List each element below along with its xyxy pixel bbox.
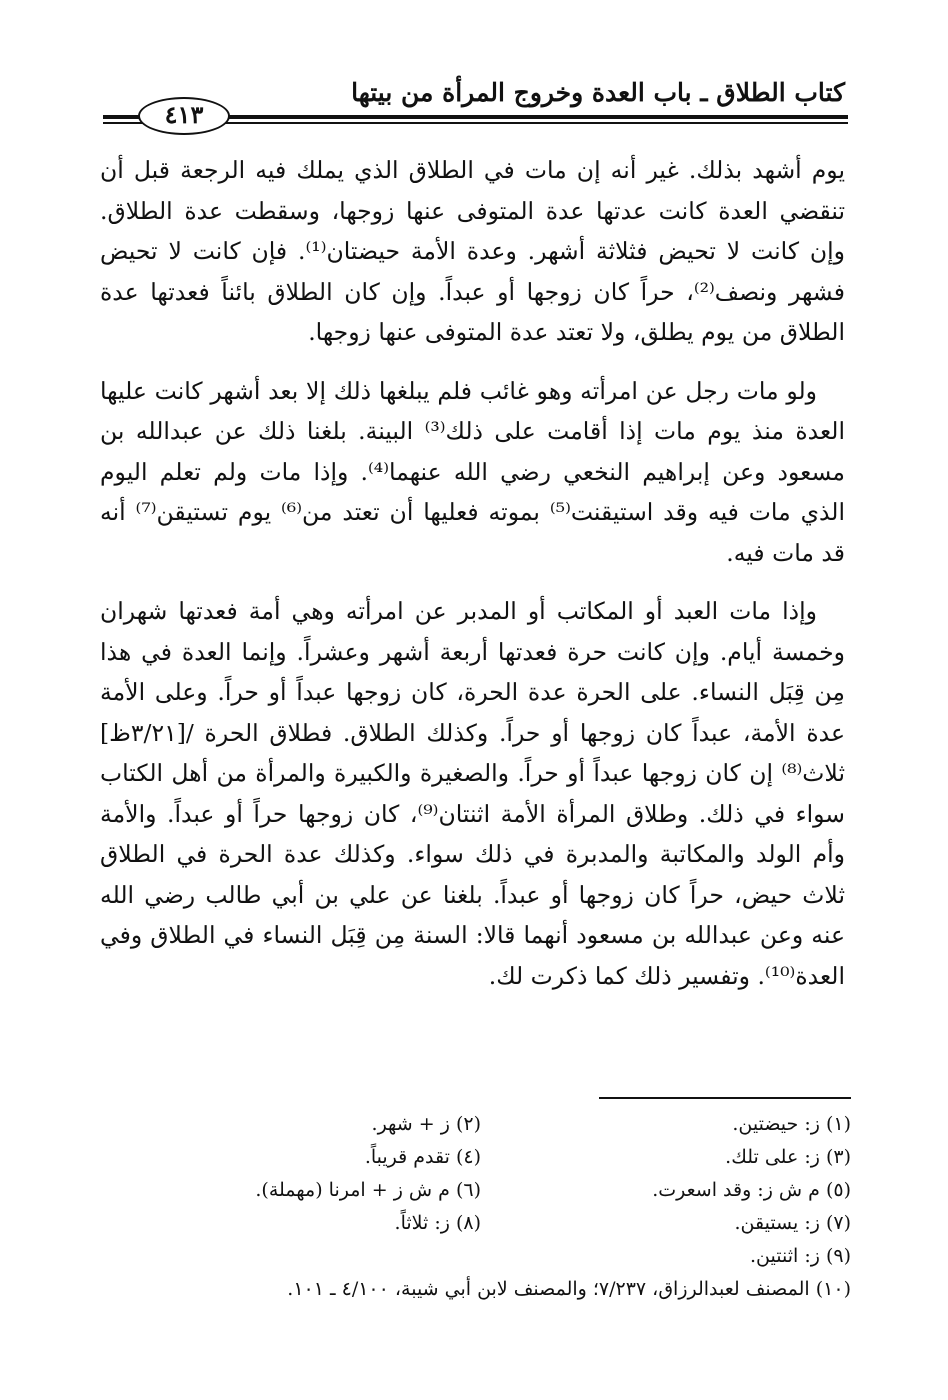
footnote-row [100, 1174, 851, 1207]
footnote-row [100, 1141, 851, 1174]
footnote-3: (٣) ز: على تلك. [725, 1146, 851, 1168]
main-text [100, 150, 845, 1014]
footnote-2: (٢) ز + شهر. [371, 1113, 481, 1135]
footnote-9: (٩) ز: اثنتين. [750, 1245, 851, 1267]
footnotes [100, 1108, 851, 1306]
footnote-row [100, 1273, 851, 1306]
footnote-4: (٤) تقدم قريباً. [364, 1146, 481, 1168]
footnote-1: (١) ز: حيضتين. [732, 1113, 851, 1135]
footnote-5: (٥) م ش ز: وقد اسعرت. [652, 1179, 851, 1201]
footnote-8: (٨) ز: ثلاثاً. [394, 1212, 481, 1234]
footnote-row [100, 1207, 851, 1240]
footnote-10: (١٠) المصنف لعبدالرزاق، ٧/٢٣٧؛ والمصنف لابن أبي شيبة، ٤/١٠٠ ـ ١٠١. [287, 1278, 851, 1300]
footnote-row [100, 1108, 851, 1141]
paragraph-1: يوم أشهد بذلك. غير أنه إن مات في الطلاق الذي يملك فيه الرجعة قبل أن تنقضي العدة كانت عدتها عدة المتوفى عنها زوجها، وسقطت عدة الطلاق. وإن كانت لا تحيض فثلاثة أشهر. وعدة الأمة حيضتان⁽¹⁾. فإن كانت لا تحيض فشهر ونصف⁽²⁾، حراً كان زوجها أو عبداً. وإن كان الطلاق بائناً فعدتها عدة الطلاق من يوم يطلق، ولا تعتد عدة المتوفى عنها زوجها. [100, 156, 845, 346]
footnote-separator [599, 1097, 851, 1099]
footnote-row [100, 1240, 851, 1273]
page-number: ٤١٣ [138, 97, 230, 135]
paragraph-2: ولو مات رجل عن امرأته وهو غائب فلم يبلغها ذلك إلا بعد أشهر كانت عليها العدة منذ يوم مات إذا أقامت على ذلك⁽³⁾ البينة. بلغنا ذلك عن عبدالله بن مسعود وعن إبراهيم النخعي رضي الله عنهما⁽⁴⁾. وإذا مات ولم تعلم اليوم الذي مات فيه وقد استيقنت⁽⁵⁾ بموته فعليها أن تعتد من⁽⁶⁾ يوم تستيقن⁽⁷⁾ أنه قد مات فيه. [100, 376, 845, 567]
footnote-6: (٦) م ش ز + امرنا (مهملة). [255, 1179, 481, 1201]
paragraph-3: وإذا مات العبد أو المكاتب أو المدبر عن امرأته وهي أمة فعدتها شهران وخمسة أيام. وإن كانت حرة فعدتها أربعة أشهر وعشراً. وإنما العدة في هذا مِن قِبَل النساء. على الحرة عدة الحرة، كان زوجها عبداً أو حراً. وعلى الأمة عدة الأمة، عبداً كان زوجها أو حراً. وكذلك الطلاق. فطلاق الحرة /[٣/٢١ظ] ثلاث⁽⁸⁾ إن كان زوجها عبداً أو حراً. والصغيرة والكبيرة والمرأة من أهل الكتاب سواء في ذلك. وطلاق المرأة الأمة اثنتان⁽⁹⁾، كان زوجها حراً أو عبداً. والأمة وأم الولد والمكاتبة والمدبرة في ذلك سواء. وكذلك عدة الحرة في الطلاق ثلاث حيض، حراً كان زوجها أو عبداً. بلغنا عن علي بن أبي طالب رضي الله عنه وعن عبدالله بن مسعود أنهما قالا: السنة مِن قِبَل النساء في الطلاق وفي العدة⁽¹⁰⁾. وتفسير ذلك كما ذكرت لك. [100, 597, 846, 990]
running-title: كتاب الطلاق ـ باب العدة وخروج المرأة من بيتها [351, 78, 845, 107]
footnote-7: (٧) ز: يستيقن. [734, 1212, 851, 1234]
